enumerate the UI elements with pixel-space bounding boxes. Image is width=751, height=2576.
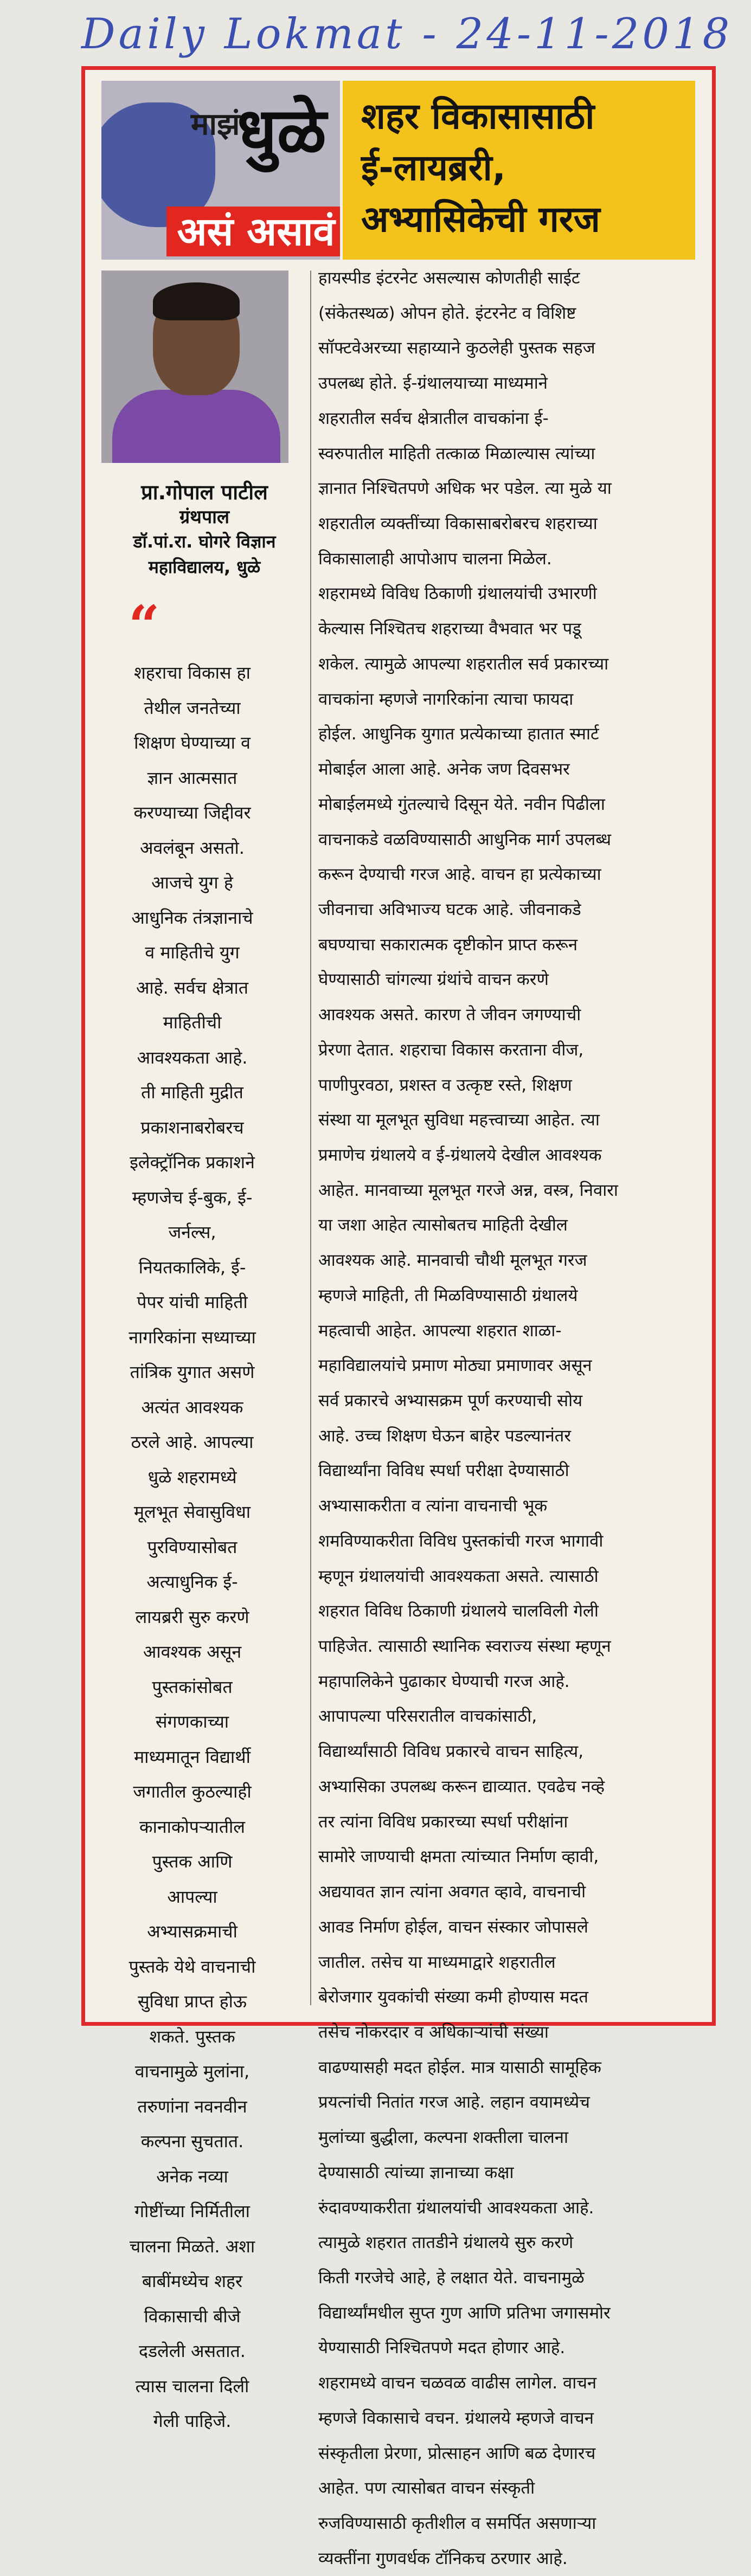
logo-dhule-text: धुळे — [237, 94, 326, 170]
article-line: प्रमाणेच ग्रंथालये व ई-ग्रंथालये देखील आवश्यक — [318, 1145, 602, 1165]
pull-quote-line: चालना मिळते. अशा — [129, 2236, 255, 2257]
article-line: शहरामध्ये वाचन चळवळ वाढीस लागेल. वाचन — [318, 2373, 597, 2393]
author-college: डॉ.पां.रा. घोगरे विज्ञान — [133, 531, 276, 552]
article-line: आहेत. मानवाच्या मूलभूत गरजे अन्न, वस्त्र, निवारा — [318, 1180, 618, 1200]
pull-quote-line: सुविधा प्राप्त होऊ — [137, 1991, 247, 2012]
pull-quote-line: मूलभूत सेवासुविधा — [133, 1502, 251, 1522]
author-photo — [101, 271, 288, 463]
pull-quote-line: अवलंबून असतो. — [140, 837, 245, 858]
headline-line: शहर विकासासाठी — [361, 95, 595, 137]
article-line: विद्यार्थ्यांसाठी विविध प्रकारचे वाचन साहित्य, — [318, 1742, 584, 1762]
article-line: जीवनाचा अविभाज्य घटक आहे. जीवनाकडे — [318, 899, 581, 919]
article-line: महाविद्यालयांचे प्रमाण मोठ्या प्रमाणावर असून — [318, 1356, 592, 1376]
article-line: विकासालाही आपोआप चालना मिळेल. — [318, 549, 552, 569]
author-name: प्रा.गोपाल पाटील — [141, 480, 268, 504]
pull-quote-line: वाचनामुळे मुलांना, — [134, 2061, 250, 2082]
article-line: रुंदावण्याकरीता ग्रंथालयांची आवश्यकता आहे. — [318, 2198, 594, 2218]
article-line: वाचनाकडे वळविण्यासाठी आधुनिक मार्ग उपलब्ध — [318, 829, 612, 849]
article-line: किती गरजेचे आहे, हे लक्षात येते. वाचनामुळे — [318, 2268, 585, 2288]
pull-quote-line: माहितीची — [163, 1012, 222, 1033]
column-logo — [101, 81, 340, 260]
handwritten-date-note: Daily Lokmat - 24-11-2018 — [81, 10, 733, 59]
article-line: (संकेतस्थळ) ओपन होते. इंटरनेट व विशिष्ट — [318, 303, 576, 323]
pull-quote-line: कानाकोपऱ्यातील — [139, 1816, 245, 1837]
author-role: ग्रंथपाल — [179, 506, 230, 528]
article-line: वाचकांना म्हणजे नागरिकांना त्याचा फायदा — [318, 689, 574, 709]
article-line: पाहिजेत. त्यासाठी स्थानिक स्वराज्य संस्था म्हणून — [318, 1637, 611, 1657]
pull-quote-line: पुरविण्यासोबत — [147, 1536, 238, 1557]
pull-quote-line: दडलेली असतात. — [139, 2341, 246, 2361]
column-banner — [101, 81, 695, 260]
pull-quote-line: नियतकालिके, ई- — [138, 1257, 246, 1278]
pull-quote-line: करण्याच्या जिद्दीवर — [133, 802, 251, 823]
article-line: रुजविण्यासाठी कृतीशील व समर्पित असणाऱ्या — [318, 2514, 596, 2533]
pull-quote-line: आवश्यक असून — [143, 1641, 242, 1662]
article-line: ज्ञानात निश्चितपणे अधिक भर पडेल. त्या मुळे या — [318, 479, 612, 499]
pull-quote-line: पुस्तक आणि — [152, 1851, 233, 1872]
article-line: बघण्याचा सकारात्मक दृष्टीकोन प्राप्त करून — [318, 935, 578, 955]
article-line: महापालिकेने पुढाकार घेण्याची गरज आहे. — [318, 1671, 570, 1691]
article-line: मोबाईलमध्ये गुंतल्याचे दिसून येते. नवीन पिढीला — [318, 794, 605, 814]
article-line: आवश्यक असते. कारण ते जीवन जगण्याची — [318, 1005, 581, 1025]
headline — [343, 81, 695, 260]
article-line: घेण्यासाठी चांगल्या ग्रंथांचे वाचन करणे — [318, 970, 549, 990]
pull-quote-line: गोष्टींच्या निर्मितीला — [134, 2201, 250, 2221]
pull-quote-line: ती माहिती मुद्रीत — [141, 1082, 243, 1103]
pull-quote-line: बाबींमध्येच शहर — [142, 2271, 243, 2291]
article-line: अभ्यासाकरीता व त्यांना वाचनाची भूक — [318, 1496, 548, 1516]
pull-quote-line: विकासाची बीजे — [144, 2305, 241, 2327]
pull-quote-line: आजचे युग हे — [151, 872, 233, 893]
article-line: केल्यास निश्चितच शहराच्या वैभवात भर पडू — [318, 619, 581, 639]
article-line: महत्वाची आहेत. आपल्या शहरात शाळा- — [318, 1321, 562, 1341]
pull-quote-line: माध्यमातून विद्यार्थी — [134, 1746, 251, 1767]
article-line: करून देण्याची गरज आहे. वाचन हा प्रत्येकाच्या — [318, 865, 601, 885]
pull-quote-line: ठरले आहे. आपल्या — [131, 1432, 254, 1452]
pull-quote-line: लायब्ररी सुरु करणे — [135, 1606, 249, 1627]
article-line: वाढण्यासही मदत होईल. मात्र यासाठी सामूहिक — [318, 2057, 601, 2077]
article-line: या जशा आहेत त्यासोबतच माहिती देखील — [318, 1215, 568, 1235]
article-line: देण्यासाठी त्यांच्या ज्ञानाच्या कक्षा — [318, 2162, 514, 2182]
pull-quote-line: अत्याधुनिक ई- — [146, 1572, 238, 1592]
pull-quote-line: आपल्या — [167, 1886, 217, 1907]
pull-quote-line: अभ्यासक्रमाची — [147, 1921, 238, 1942]
article-line: होईल. आधुनिक युगात प्रत्येकाच्या हातात स्मार्ट — [318, 724, 599, 744]
article-line: तसेच नोकरदार व अधिकाऱ्यांची संख्या — [318, 2022, 549, 2042]
pull-quote-line: शकते. पुस्तक — [149, 2026, 235, 2047]
article-line: संस्था या मूलभूत सुविधा महत्त्वाच्या आहेत. त्या — [318, 1110, 600, 1130]
pull-quote-line: पुस्तके येथे वाचनाची — [129, 1956, 256, 1977]
article-line: शहरातील व्यक्तींच्या विकासाबरोबरच शहराच्या — [318, 514, 598, 534]
pull-quote-line: नागरिकांना सध्याच्या — [129, 1326, 256, 1348]
logo-tagline: असं असावं — [166, 207, 340, 256]
article-line: आपापल्या परिसरातील वाचकांसाठी, — [318, 1706, 537, 1727]
author-department: महाविद्यालय, धुळे — [148, 557, 261, 577]
article-line: आहे. उच्च शिक्षण घेऊन बाहेर पडल्यानंतर — [318, 1426, 572, 1446]
pull-quote-line: संगणकाच्या — [155, 1711, 229, 1732]
pull-quote-line: त्यास चालना दिली — [135, 2375, 249, 2397]
pull-quote-line: अनेक नव्या — [156, 2166, 228, 2187]
pull-quote-line: शहराचा विकास हा — [134, 662, 251, 683]
pull-quote-line: तरुणांना नवनवीन — [137, 2096, 247, 2117]
article-line: उपलब्ध होते. ई-ग्रंथालयाच्या माध्यमाने — [318, 373, 548, 394]
article-line: आहेत. पण त्यासोबत वाचन संस्कृती — [318, 2478, 535, 2498]
article-line: पाणीपुरवठा, प्रशस्त व उत्कृष्ट रस्ते, शिक्षण — [318, 1075, 572, 1095]
column-divider — [310, 271, 311, 2005]
pull-quote-line: ज्ञान आत्मसात — [147, 767, 238, 788]
article-line: सामोरे जाण्याची क्षमता त्यांच्यात निर्माण व्हावी, — [318, 1847, 599, 1867]
article-line: विद्यार्थ्यांमधील सुप्त गुण आणि प्रतिभा जगासमोर — [318, 2303, 611, 2323]
article-line: त्यामुळे शहरात तातडीने ग्रंथालये सुरु करणे — [318, 2233, 574, 2253]
article-line: अभ्यासिका उपलब्ध करून द्याव्यात. एवढेच नव्हे — [318, 1776, 605, 1796]
article-line: शमविण्याकरीता विविध पुस्तकांची गरज भागावी — [318, 1531, 604, 1551]
article-line: येण्यासाठी निश्चितपणे मदत होणार आहे. — [318, 2338, 566, 2358]
article-line: शकेल. त्यामुळे आपल्या शहरातील सर्व प्रकारच्या — [318, 654, 609, 674]
article-line: अद्ययावत ज्ञान त्यांना अवगत व्हावे, वाचनाची — [318, 1882, 586, 1902]
quote-mark-icon: “ — [129, 594, 160, 658]
article-body — [318, 261, 711, 2576]
pull-quote-line: अत्यंत आवश्यक — [141, 1396, 243, 1418]
article-line: संस्कृतीला प्रेरणा, प्रोत्साहन आणि बळ देणारच — [318, 2443, 596, 2463]
article-line: मोबाईल आला आहे. अनेक जण दिवसभर — [318, 759, 570, 780]
article-line: तर त्यांना विविध प्रकारच्या स्पर्धा परीक्षांना — [318, 1812, 568, 1832]
article-line: आवश्यक आहे. मानवाची चौथी मूलभूत गरज — [318, 1251, 587, 1271]
pull-quote-line: प्रकाशनाबरोबरच — [140, 1117, 244, 1138]
pull-quote-line: म्हणजेच ई-बुक, ई- — [132, 1187, 253, 1208]
article-line: जातील. तसेच या माध्यमाद्वारे शहरातील — [318, 1952, 556, 1972]
article-line: शहरामध्ये विविध ठिकाणी ग्रंथालयांची उभारणी — [318, 584, 597, 604]
article-line: स्वरुपातील माहिती तत्काळ मिळाल्यास त्यांच्या — [318, 443, 595, 463]
pull-quote-line: गेली पाहिजे. — [153, 2411, 232, 2431]
article-line: शहरातील सर्वच क्षेत्रातील वाचकांना ई- — [318, 408, 549, 428]
newspaper-clipping — [81, 66, 716, 2568]
article-line: म्हणून ग्रंथालयांची आवश्यकता असते. त्यासाठी — [318, 1566, 599, 1586]
article-line: म्हणजे विकासाचे वचन. ग्रंथालये म्हणजे वाचन — [318, 2408, 594, 2428]
pull-quote-line: धुळे शहरामध्ये — [147, 1466, 237, 1487]
article-line: व्यक्तींना गुणवर्धक टॉनिकच ठरणार आहे. — [318, 2548, 568, 2568]
pull-quote-line: पेपर यांची माहिती — [137, 1292, 248, 1312]
article-line: प्रयत्नांची नितांत गरज आहे. लहान वयामध्येच — [318, 2092, 590, 2113]
pull-quote-line: आधुनिक तंत्रज्ञानाचे — [131, 907, 253, 928]
pull-quote-line: व माहितीचे युग — [145, 942, 240, 963]
pull-quote-line: तेथील जनतेच्या — [144, 697, 241, 718]
article-line: बेरोजगार युवकांची संख्या कमी होण्यास मदत — [318, 1987, 588, 2007]
pull-quote-line: जगातील कुठल्याही — [133, 1781, 252, 1802]
pull-quote-line: शिक्षण घेण्याच्या व — [134, 732, 251, 753]
pull-quote-column — [85, 655, 299, 2439]
pull-quote-line: इलेक्ट्रॉनिक प्रकाशने — [130, 1152, 255, 1173]
pull-quote-line: पुस्तकांसोबत — [152, 1676, 233, 1697]
pull-quote-line: तांत्रिक युगात असणे — [130, 1362, 255, 1382]
pull-quote-line: कल्पना सुचतात. — [140, 2131, 244, 2152]
pull-quote-line: आहे. सर्वच क्षेत्रात — [136, 977, 249, 998]
article-line: विद्यार्थ्यांना विविध स्पर्धा परीक्षा देण्यासाठी — [318, 1461, 569, 1481]
article-line: म्हणजे माहिती, ती मिळविण्यासाठी ग्रंथालये — [318, 1285, 578, 1305]
article-line: हायस्पीड इंटरनेट असल्यास कोणतीही साईट — [318, 268, 580, 288]
headline-line: अभ्यासिकेची गरज — [361, 198, 600, 240]
pull-quote-line: जर्नल्स, — [168, 1222, 216, 1242]
article-line: आवड निर्माण होईल, वाचन संस्कार जोपासले — [318, 1917, 588, 1937]
article-line: मुलांच्या बुद्धीला, कल्पना शक्तीला चालना — [318, 2128, 569, 2148]
pull-quote-line: आवश्यकता आहे. — [137, 1047, 248, 1068]
article-line: प्रेरणा देतात. शहराचा विकास करताना वीज, — [318, 1040, 584, 1060]
article-line: सर्व प्रकारचे अभ्यासक्रम पूर्ण करण्याची सोय — [318, 1391, 583, 1411]
article-line: सॉफ्टवेअरच्या सहाय्याने कुठलेही पुस्तक सहज — [318, 338, 595, 358]
logo-majha-text: माझं — [191, 107, 240, 142]
headline-line: ई-लायब्ररी, — [361, 147, 506, 189]
article-line: शहरात विविध ठिकाणी ग्रंथालये चालविली गेली — [318, 1601, 599, 1621]
